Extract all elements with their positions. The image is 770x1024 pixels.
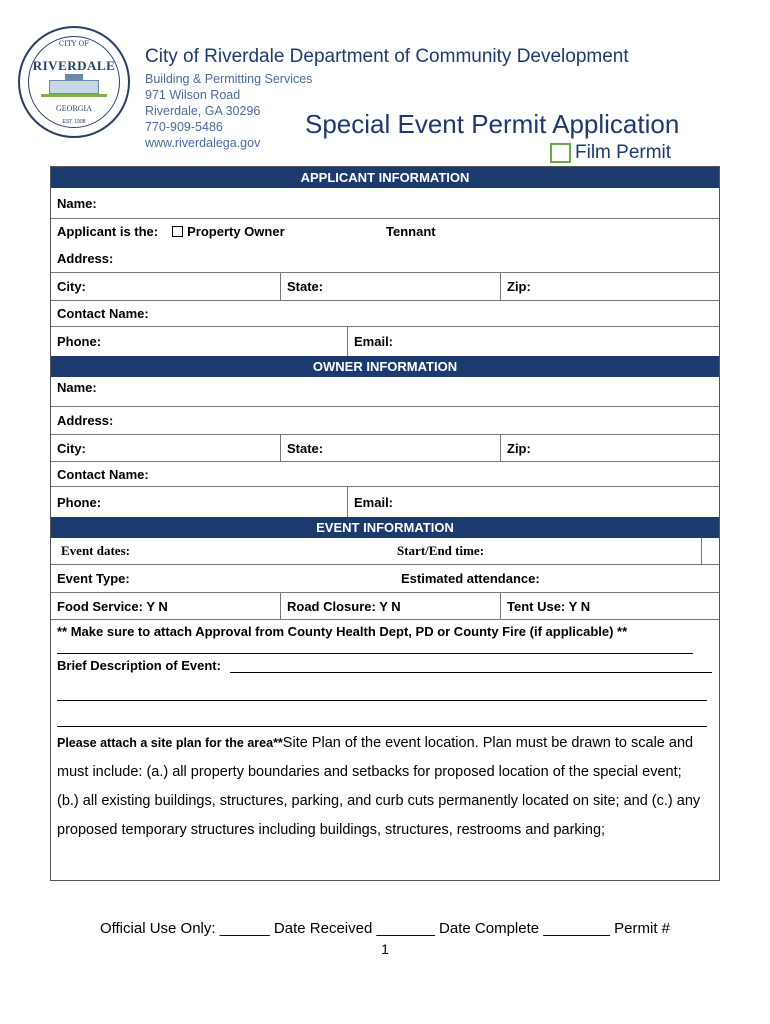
phone-number: 770-909-5486 [145,120,223,134]
start-end-time-label[interactable]: Start/End time: [397,543,485,558]
description-line[interactable] [230,672,712,673]
brief-description-label: Brief Description of Event: [57,658,221,673]
owner-state-label[interactable]: State: [287,440,324,456]
applicant-name-label: Name: [57,195,97,211]
permit-form [50,166,720,881]
official-use-line: Official Use Only: ______ Date Received _______ Date Complete ________ Permit # [99,920,671,937]
owner-email-label[interactable]: Email: [354,494,394,510]
divider [701,538,702,564]
seal-inner-ring [28,36,120,128]
division-name: Building & Permitting Services [145,72,313,86]
applicant-type-row [51,219,719,244]
applicant-email-label[interactable]: Email: [354,334,394,349]
applicant-address-row[interactable] [51,244,719,273]
seal-state-text: GEORGIA [56,104,92,113]
film-permit-checkbox[interactable] [550,143,571,163]
applicant-contact-label: Contact Name: [57,306,149,321]
city-state-zip: Riverdale, GA 30296 [145,104,261,118]
tenant-label[interactable]: Tennant [386,224,436,239]
seal-est-text: EST. 1908 [62,119,86,125]
road-closure-option[interactable]: Road Closure: Y N [287,598,401,614]
applicant-name-row[interactable] [51,188,719,219]
street-address: 971 Wilson Road [145,88,241,102]
applicant-state-label[interactable]: State: [287,279,324,294]
applicant-phone-label[interactable]: Phone: [57,334,102,349]
owner-city-label[interactable]: City: [57,440,86,456]
applicant-contact-row[interactable] [51,301,719,327]
page-title: Special Event Permit Application [305,109,680,139]
owner-phone-row [51,487,719,517]
owner-phone-label[interactable]: Phone: [57,494,102,510]
applicant-city-row [51,273,719,301]
owner-section-header: OWNER INFORMATION [51,356,719,377]
owner-address-label: Address: [57,413,114,428]
description-line[interactable] [57,700,707,701]
event-options-row [51,593,719,620]
owner-city-row [51,435,719,462]
seal-top-text: CITY OF [58,40,90,48]
event-section-header: EVENT INFORMATION [51,517,719,538]
film-permit-label: Film Permit [575,142,672,163]
department-address-block [145,71,312,151]
city-seal-logo [18,26,130,138]
owner-contact-label: Contact Name: [57,466,149,482]
site-plan-text: Site Plan of the event location. Plan must be drawn to scale and must include: (a.) all property boundaries and setbacks for proposed location of the special event; (b.) all existing buildings, structures, parking, and curb cuts permanently located on site; and (c.) any proposed temporary structures including buildings, structures, restrooms and parking; [57,735,701,838]
event-type-label[interactable]: Event Type: [57,571,130,586]
applicant-address-label: Address: [57,250,114,266]
seal-building-shape [49,80,99,94]
applicant-is-text: Applicant is the: [57,224,159,239]
owner-address-row[interactable] [51,407,719,435]
applicant-zip-label[interactable]: Zip: [507,279,531,294]
page-number: 1 [381,941,389,957]
applicant-type-label [51,219,285,244]
event-type-row [51,565,719,593]
website-link[interactable]: www.riverdalega.gov [145,136,261,150]
seal-city-text: RIVERDALE [32,58,116,73]
owner-contact-row[interactable] [51,462,719,487]
site-plan-instructions [57,729,707,845]
applicant-city-label[interactable]: City: [57,279,86,294]
event-dates-row [51,538,719,565]
tent-use-option[interactable]: Tent Use: Y N [507,598,591,614]
owner-name-row[interactable] [51,377,719,407]
blank-line[interactable] [57,653,693,654]
description-line[interactable] [57,726,707,727]
applicant-section-header: APPLICANT INFORMATION [51,167,719,188]
attendance-label[interactable]: Estimated attendance: [401,571,540,586]
applicant-phone-row [51,327,719,356]
owner-name-label: Name: [57,379,97,395]
site-plan-bold-label: Please attach a site plan for the area** [57,736,283,750]
event-dates-label[interactable]: Event dates: [61,543,130,558]
owner-zip-label[interactable]: Zip: [507,440,531,456]
property-owner-label: Property Owner [187,224,285,239]
seal-building-image [41,77,107,97]
property-owner-checkbox[interactable] [172,226,183,237]
food-service-option[interactable]: Food Service: Y N [57,598,168,614]
attach-approval-note: ** Make sure to attach Approval from County Health Dept, PD or County Fire (if applicable) ** [57,624,628,639]
department-name: City of Riverdale Department of Community Development [145,46,629,67]
film-permit-option[interactable] [550,142,671,164]
